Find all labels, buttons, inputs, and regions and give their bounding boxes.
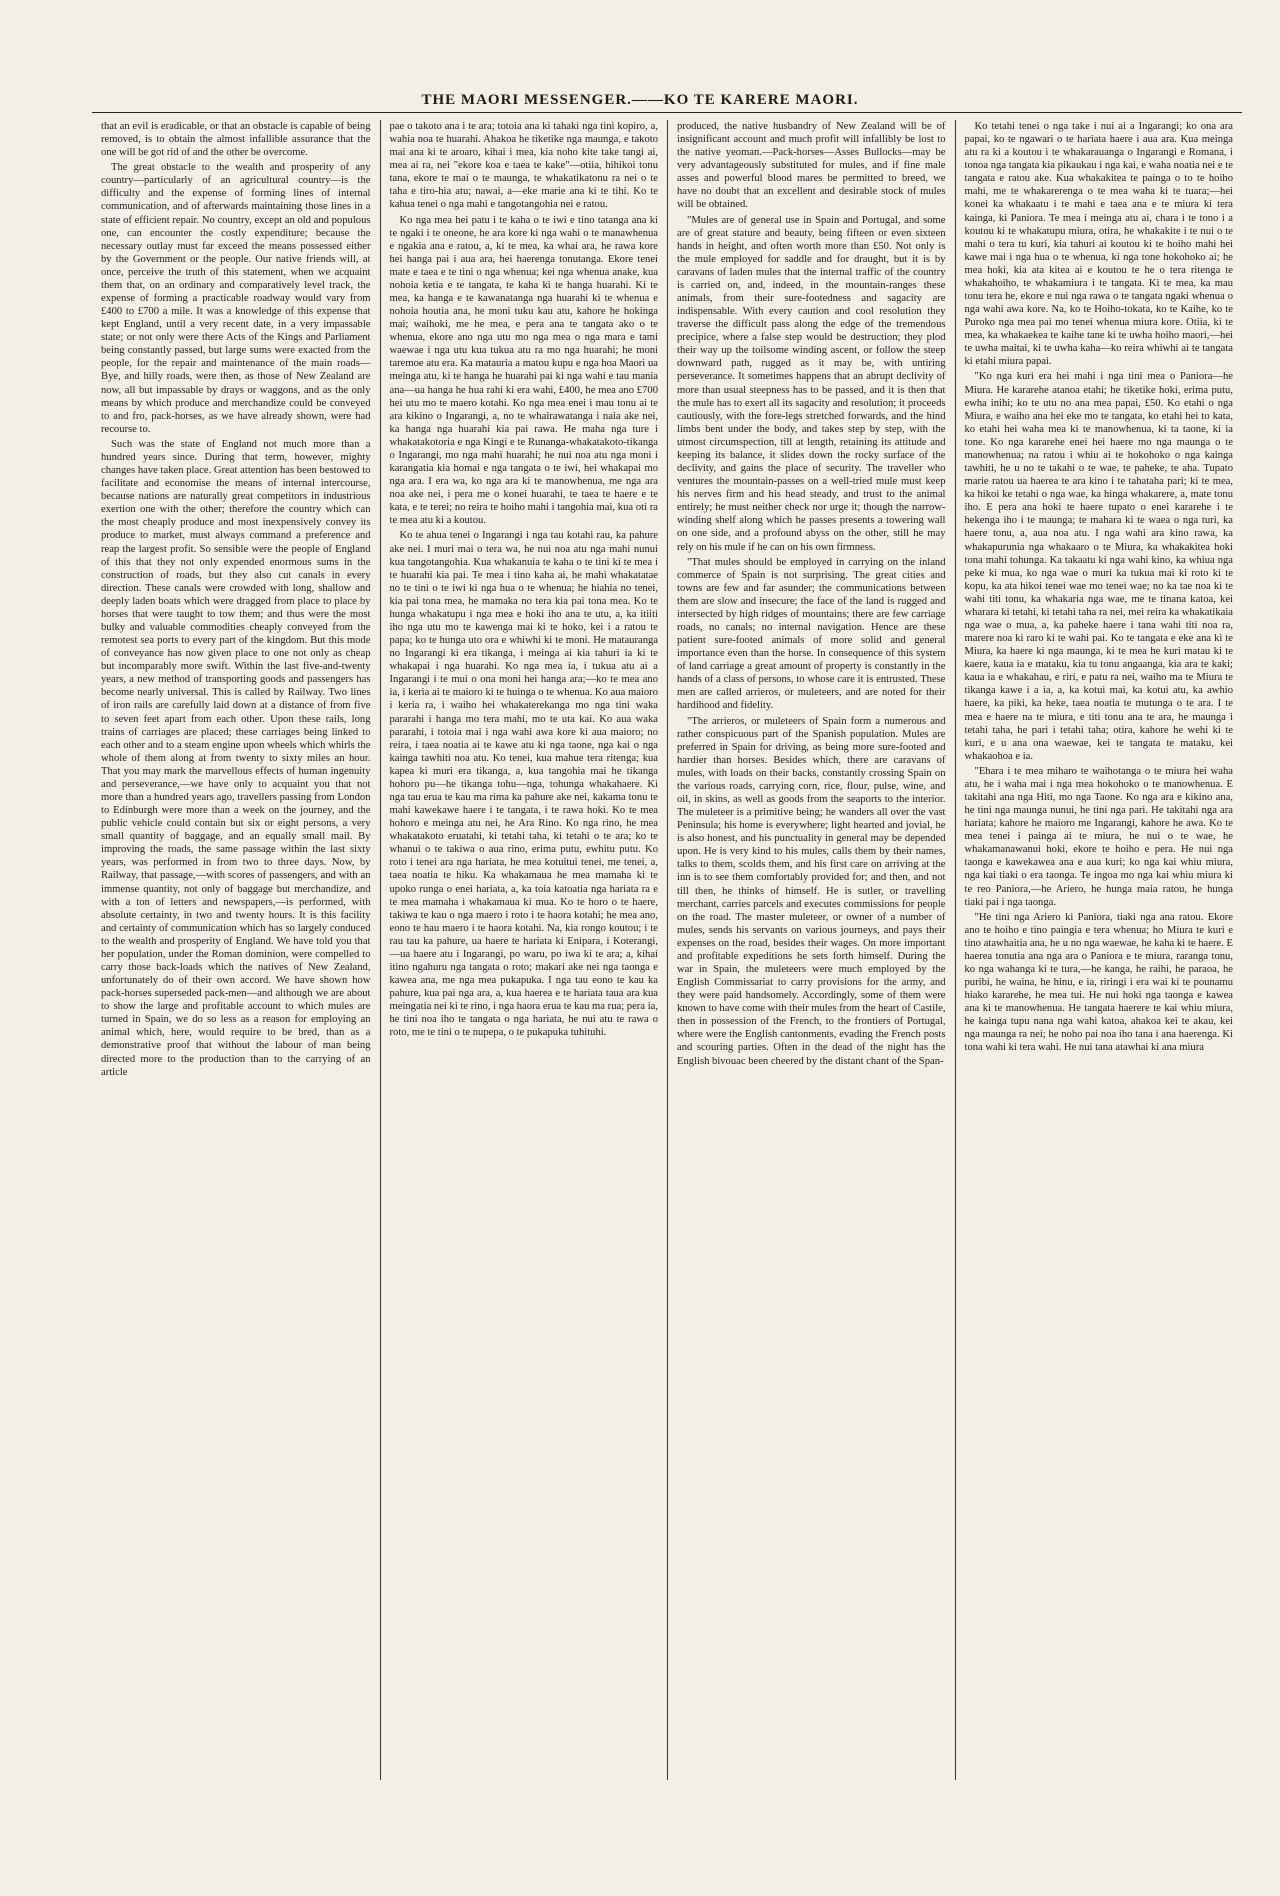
- paragraph: Ko nga mea hei patu i te kaha o te iwi e tino tatanga ana ki te ngaki i te oneone, he ara kore ki nga wahi o te manawhenua e ngakia ana e ratou, a, ki te mea, ka whai ara, he rawa kore hei hanga pai i aua ara, hei haerenga tonutanga. Ekore tenei mate e taea e te tini o nga whenua; kei nga whenua anake, kua nohoia ketia e te tangata, te kaha ki te hanga huarahi. Ki te mea, ka hanga e te kawanatanga nga huarahi ki te whenua e nohoia houtia ana, he moni tuku kau atu, kahore he hokinga mai; waihoki, me he mea, e pera ana te tangata ako o te whenua, ekore ano nga utu mo nga mea o nga mara e tami waewae i nga utu kua tukua atu ra mo nga huarahi; he moni taremoe atu era. Ka matauria a matou kupu e nga hoa Maori ua meinga atu, ki te hanga he huarahi pai ki nga wahi e tau mania ana—ua hanga he hua rahi ki era wahi, £400, he mea ano £700 hei utu mo te maero kotahi. Ko nga mea enei i mau tonu ai te ara kikino o Ingarangi, a, no te whairawatanga i naia ake nei, ka hanga nga huarahi kia pai rawa. He maha nga ture i whakatakotoria e nga Kingi e te Runanga-whakatakoto-tikanga o Ingarangi, mo nga mahi huarahi; he nui noa atu nga moni i karangatia kia homai e nga tangata o te iwi, hei whakapai mo nga ara. I era wa, ko nga ara ki te manowhenua, me nga ara noa ake nei, i pera me o konei huarahi, te taea te haere e te kata, e te terei; no reira te hoiho mahi i tangohia mai, kua oti ra te mea atu ki a koutou.: [389, 214, 658, 527]
- paragraph: Such was the state of England not much more than a hundred years since. During that term, however, mighty changes have taken place. Great attention has been bestowed to facilitate and economise the means of internal intercourse, because nations are naturally great competitors in industrious exertion one with the other; therefore the country which can the most cheaply produce and most inexpensively convey its produce to market, must always command a preference and reap the largest profit. So sensible were the people of England of this that they not only expended enormous sums in the construction of roads, but they also cut canals in every direction. These canals were crowded with long, shallow and deeply laden boats which were dragged from place to place by horses that were taught to tow them; and thus were the most bulky and valuable commodities cheaply conveyed from the remotest sea ports to every part of the kingdom. But this mode of conveyance has now given place to one not only as cheap but incomparably more swift. Within the last five-and-twenty years, a new method of transporting goods and passengers has become nearly universal. This is called by Railway. Two lines of iron rails are carefully laid down at a distance of from five to seven feet apart from each other. Upon these rails, long trains of carriages are placed; these carriages being linked to each other and to a steam engine upon wheels which whirls the whole of them along at from twenty to sixty miles an hour. That you may mark the marvellous effects of human ingenuity and perseverance,—we have only to acquaint you that not more than a hundred years ago, travellers passing from London to Edinburgh were more than a week on the journey, and the public vehicle could contain but six or eight persons, a very small quantity of baggage, and an equally small mail. By improving the roads, the same passage within the last sixty years, was performed in from two to three days. Now, by Railway, that passage,—with scores of passengers, and with an immense quantity, not only of baggage but merchandize, and with a ton of letters and newspapers,—is performed, with absolute certainty, in two and twenty hours. It is this facility and certainty of communication which has so largely conduced to the wealth and prosperity of England. We have told you that her population, under the Roman dominion, were compelled to carry those back-loads which the natives of New Zealand, unfortunately do of their own accord. We have shown how pack-horses superseded pack-men—and although we are about to show the large and profitable account to which mules are turned in Spain, we do so less as a reason for employing an animal which, here, would require to be bred, than as a demonstrative proof that without the labour of man being directed more to the production than to the carrying of an article: [101, 438, 371, 1078]
- paragraph: "The arrieros, or muleteers of Spain form a numerous and rather conspicuous part of the Spanish population. Mules are preferred in Spain for driving, as being more sure-footed and hardier than horses. Besides which, there are caravans of mules, with loads on their backs, constantly crossing Spain on the various roads, carrying corn, rice, flour, pulse, wine, and oil, in skins, as well as goods from the seaports to the interior. The muleteer is a primitive being; he wanders all over the vast Peninsula; his home is everywhere; light hearted and jovial, he is also honest, and his punctuality in general may be depended upon. He is very kind to his mules, calls them by their names, talks to them, scolds them, and his first care on arriving at the inn is to see them comfortably provided for; and then, and not till then, he thinks of himself. He is sutler, or travelling merchant, carries parcels and executes commissions for people on the road. The master muleteer, or owner of a number of mules, sends his servants on various journeys, and pays their expenses on the road, besides their wages. On more important and profitable expeditions he sets forth himself. During the war in Spain, the muleteers were much employed by the English Commissariat to carry provisions for the army, and they were paid handsomely. Accordingly, some of them were known to have come with their mules from the heart of Castile, then in possession of the French, to the frontiers of Portugal, where were the English cantonments, evading the French posts and scouring parties. Often in the dead of the night has the English bivouac been cheered by the distant chant of the Span-: [677, 715, 946, 1067]
- paragraph: "That mules should be employed in carrying on the inland commerce of Spain is not surprising. The great cities and towns are few and far asunder; the communications between them are slow and insecure; the face of the land is rugged and intersected by high ridges of mountains; there are few carriage roads, no canals; no internal navigation. Hence are these patient sure-footed animals of more solid and general importance even than the horse. In consequence of this system of land carriage a great amount of property is constantly in the hands of a class of persons, to whose care it is entrusted. These men are called arrieros, or muleteers, and are noted for their hardihood and fidelity.: [677, 556, 946, 712]
- paragraph: pae o takoto ana i te ara; totoia ana ki tahaki nga tini kopiro, a, wahia noa te huarahi. Ahakoa he tiketike nga maunga, e takoto mai ana ki te aroaro, kihai i mea, kia noho kite take tangi ai, mea ai ra, nei "ekore koa e taea te kake"—otiia, hihikoi tonu tana, ekore te mai o te maunga, te whakatikatonu ra nei o te taha e tiro-hia atu; nawai, a—eke marie ana ki te tihi. Ko te kahua tenei o nga mahi e tangotangohia nei e ratou.: [389, 121, 658, 211]
- column-3: [667, 120, 955, 1780]
- column-4: [955, 120, 1243, 1780]
- paragraph: "He tini nga Ariero ki Paniora, tiaki nga ana ratou. Ekore ano te hoiho e tino paingia e tera whenua; ho Miura te kuri e tino atawhaitia ana, he u no nga waewae, he kaha ki te haere. E haerea tonutia ana nga ara o Paniora e te miura, raranga tonu, ko nga wahanga ki te tura,—he kanga, he raihi, he paraoa, he puribi, he waina, he hinu, e ia, riringi i era wai ki te pounamu hiako kararehe, he mea tui. He nui hoki nga taonga e kawea ana ki te manowhenua. He tangata haerere te kai whiu miura, he kainga tupu nana nga wahi katoa, ahakoa kei te akau, kei nga maunga ra nei; he noho pai noa iho tana i ana haerenga. Ki tona wahi ki tera wahi. He nui tana atawhai ki ana miura: [964, 911, 1233, 1054]
- column-2: [380, 120, 668, 1780]
- paragraph: "Ehara i te mea miharo te waihotanga o te miura hei waha atu, he i waha mai i nga mea hokohoko o te manowhenua. E takitahi ana nga Hiti, mo nga Taone. Ko nga ara e kikino ana, he tini nga maunga nunui, he tini nga pari. He takitahi nga ara hariata; kahore he maioro me Ingarangi, kahore he awa. Ko te mea tenei i painga ai te miura, he nui o te wae, he whakamanawanui hoki, ekore te hoiho e pera. He nui nga taonga e kawekawea ana e aua kuri; ko nga kai whiu miura, nga kai tiaki o era taonga. Te ingoa mo nga kai whiu miura ki te reo Paniora,—he Ariero, he hunga maia ratou, he hunga tiaki pai i nga taonga.: [964, 765, 1233, 908]
- paragraph: The great obstacle to the wealth and prosperity of any country—particularly of an agricultural country—is the difficulty and the expense of forming lines of internal communication, and of afterwards maintaining those lines in a state of efficient repair. No country, except an old and populous one, can encounter the costly expenditure; because the necessary outlay must far exceed the means possessed either by the Government or the people. Our native friends will, at once, perceive the truth of this statement, when we acquaint them that, on an ordinary and comparatively level track, the expense of forming a practicable roadway would vary from £400 to £700 a mile. It was a knowledge of this expense that kept England, until a very recent date, in a very impassable state; or not only were there Acts of the Kings and Parliament being constantly passed, but large sums were exacted from the people, for the repair and maintenance of the main roads—Bye, and hilly roads, were then, as those of New Zealand are now, all but impassable by drays or waggons, and as the only means by which produce and merchandize could be conveyed to and fro, pack-horses, as we have already shown, were had recourse to.: [101, 162, 371, 435]
- paragraph: produced, the native husbandry of New Zealand will be of insignificant account and much profit will infallibly be lost to the native yeoman.—Pack-horses—Asses Bullocks—may be very advantageously substituted for mules, and if fine male asses and powerful blood mares be permitted to breed, we have no doubt that an excellent and desirable stock of mules will be obtained.: [677, 121, 946, 211]
- header-rule: [92, 112, 1242, 113]
- running-head: THE MAORI MESSENGER.——KO TE KARERE MAORI.: [421, 92, 859, 108]
- paragraph: "Ko nga kuri era hei mahi i nga tini mea o Paniora—he Miura. He kararehe atanoa etahi; he tiketike hoki, erima putu, ewha inihi; ko te utu no ana mea papai, £50. Ko etahi o nga Miura, e waiho ana hei eke mo te tangata, ko etahi hei to kata, ko etahi hei waha mea ki te manowhenua, ki ta taone, ki ia tone. Ko nga kararehe enei hei haere mo nga maunga o te manowhenua; na ratou i whiu ai te hokohoko o nga kainga tawhiti, he u no te takahi o te wae, te paheke, te aha. Tupato marie ratou ua haerea te ara kino i te tahataha pari; ki te mea, ka hikoi ke tetahi o nga wae, ka hinga whakarere, a, mate tonu iho. E pera ana hoki te haere tupato o enei kararehe i te hekenga iho i te maunga; te mahara ki te waea o nga turi, ka haere tonu, a, aua noa atu. I nga wahi ara kino rawa, ka whakapurunia nga whakaaro o te Miura, ka whakakitea hoki tona mahi tohunga. Ka takaatu ki nga wahi kino, ka whiua nga peke ki mua, ko nga wae o muri ka tukua mai ki roto ki te kopu, ka ata hikoi tenei wae mo tenei wae; no ka tae noa ki te wahi titi tonu, ka whakaria nga wae, me te tinana katoa, kei wharara ki tetahi, ki tetahi taha ra nei, mei reira ka whakatikaia nga wae o mua, a, ka paheke haere i tana wahi titi noa ra, marere noa ki raro ki te wahi pai. Ko te tangata e eke ana ki te Miura, ka haere ki nga maunga, ki te mea he kuri matau ki te kaere, kaua ia e mataku, kia tu tonu angaanga, kia ara te kaki; kaua ia e whakahau, e riri, e patu ra nei, waiho ma te Miura te tikanga kawe i a ia, a, ka kotui mai, ka kotui atu, ka awhio haere, ka piki, ka heke, taea noatia te mutunga o te ara. I te mea e haere na te miura, e titi tonu ana te ara, he maunga i tetahi taha, he pari i tetahi taha; otira, kahore he wehi ki te kuri, e u ana ona waewae, kei te tangata te mataku, kei whakaohoa e ia.: [964, 371, 1233, 762]
- paragraph: "Mules are of general use in Spain and Portugal, and some are of great stature and beauty, being fifteen or even sixteen hands in height, and often worth more than £50. Not only is the mule employed for saddle and for draught, but it is by caravans of laden mules that the internal traffic of the country is carried on, and, indeed, in the mountain-ranges these animals, from their sure-footedness and sagacity are indispensable. With every caution and cool resolution they traverse the difficult pass along the edge of the tremendous precipice, where a false step would be destruction; they plod their way up the toilsome winding ascent, or follow the steep downward path, rugged as it may be, with untiring perseverance. It sometimes happens that an abrupt declivity of more than usual steepness has to be passed, and it is then that the mule has to exert all its sagacity and resolution; it proceeds cautiously, with the fore-legs stretched forwards, and the hind limbs bent under the body, and takes step by step, with the utmost circumspection, till at length, retaining its attitude and keeping its balance, it slides down the rocky surface of the declivity, and gains the place of security. The traveller who ventures the mountain-passes on a well-tried mule must keep his nerves firm and his head steady, and trust to the animal entirely; he must neither check nor urge it; though the narrow-winding shelf along which he passes presents a towering wall on one side, and a profound abyss on the other, still he may rely on his mule if he can on his own firmness.: [677, 214, 946, 553]
- column-1: [92, 120, 380, 1780]
- columns: [92, 120, 1242, 1780]
- paragraph: that an evil is eradicable, or that an obstacle is capable of being removed, is to obtain the almost infallible assurance that the one will be got rid of and the other be overcome.: [101, 121, 371, 159]
- paragraph: Ko tetahi tenei o nga take i nui ai a Ingarangi; ko ona ara papai, ko te ngawari o te hariata haere i aua ara. Kua meinga atu ra ki a koutou i te whakarauanga o Ingarangi e Romana, i tonoa nga tangata kia pikaukau i nga kai, e waha noatia nei e te tangata e ratou ake. Kua whakakitea te painga o to te hoiho mahi, me te whakarerenga o te mea waha ki te tuara;—hei konei ka whakaatu i te mahi e taea ana e te miura ki tera kainga, ki Paniora. Te mea i meinga atu ai, chara i te tono i a koutou ki te whakatupu miura, otira, he whakakite i te nui o te mahi o tera tu kuri, kia tahuri ai koutou ki te hoiho mahi hei kawe mai i nga hua o te whenua, ki nga tone hokohoko ai; he mea hoki, kia ata kitea ai e koutou te he o tera ritenga te whakahoiho, te whakamiura i te tangata. Ki te mea, ka mau tonu tera he, ekore e nui nga rawa o te tangata ngaki whenua o nga wahi awa kore. Na, ko te Hoiho-tokata, ko te Kaihe, ko te Puroko nga mea pai mo tenei whenua miura kore. Otiia, ki te mea, ka whakaekea te kaihe tane ki te uwha hoiho maori,—hei te uwha maitai, ki te uwha kaha—ko reira whiwhi ai te tangata ki etahi miura papai.: [964, 121, 1233, 368]
- paragraph: Ko te ahua tenei o Ingarangi i nga tau kotahi rau, ka pahure ake nei. I muri mai o tera wa, he nui noa atu nga mahi nunui kua tangotangohia. Kua whakanuia te kaha o te tini ki te mea i te huarahi kia pai. Te mea i tino kaha ai, he mahi whakatatae no te tini o te iwi ki nga hua o te whenua; he hiahia no tenei, kia pai tona mea, he mamaka no tera kia pai tona mea. Ko te hunga whakatupu i nga mea e hoki iho ana te utu, a, ka itiiti iho nga utu mo te kawenga mai ki te hoko, kei i a ratou te papa; ko te hunga uto ora e whiwhi ki te moni. He matauranga no Ingarangi ki era tikanga, i meinga ai kia tahuri ia ki te whakapai i nga huarahi. Ko nga mea ia, i tukua atu ai a Ingarangi i te mui o ona moni hei hanga ara;—ko te mea ano ia, i keria ai te maioro ki te huinga o te whenua. Ko aua maioro i keria ra, i waiho hei whakaterekanga mo nga tini waka pararahi i hanga mo tera mahi, mo te uta kai. Ko aua waka pararahi, i totoia mai i nga wahi awa kore ki aua maioro; no reira, i taea noatia ai te kawe atu ki nga taone, nga kai o nga kainga tawhiti noa atu. Ko tenei, kua mahue tera ritenga; kua kapea ki muri era tikanga, a, kua tangohia mai he tikanga hohoro pu—he tikanga tohu—nga, tohunga whakahaere. Ki nga tau erua te kau ma rima ka pahure ake nei, kakama tonu te mahi kawekawe haere i te tangata, i te rawa hoki. Ko te mea hohoro e meinga atu nei, he Ara Rino. Ko nga rino, he mea whakatakoto eruatahi, ki tetahi taha, ki tetahi o te ara; ko te whanui o te takiwa o aua rino, erima putu, ewhitu putu. Ko roto i tenei ara nga hariata, he mea kotuitui tenei, me tenei, a, taea noatia te hiku. Ka whakamaua he mea mamaha ki te upoko runga o enei hariata, a, ka toia katoatia nga hariata ra e te mea mamaha i whakamaua ki mua. Ko te horo o te haere, takiwa te kau o nga maero i roto i te haora kotahi; he mea ano, eono te hau maero i te haora kotahi. Na, kia rongo koutou; i te rau tau ka pahure, ua haere te hariata ki Enipara, i Koterangi, —ua haere atu i Ingarangi, po waru, po iwa ki te ara; a, kihai itino ngahuru nga tangata o roto; makari ake nei nga taonga e kawea ana, me nga mea pukapuka. I nga tau eono te kau ka pahure, kua pai nga ara, a, kua haerea e te hariata taua ara kua meingatia nei ki te rino, i nga haora erua te kau ma rua; pera ia, he tini noa iho te tangata o nga hariata, he nui atu te rawa o roto, me te tini o te nupepa, o te pukapuka tuhituhi.: [389, 530, 658, 1039]
